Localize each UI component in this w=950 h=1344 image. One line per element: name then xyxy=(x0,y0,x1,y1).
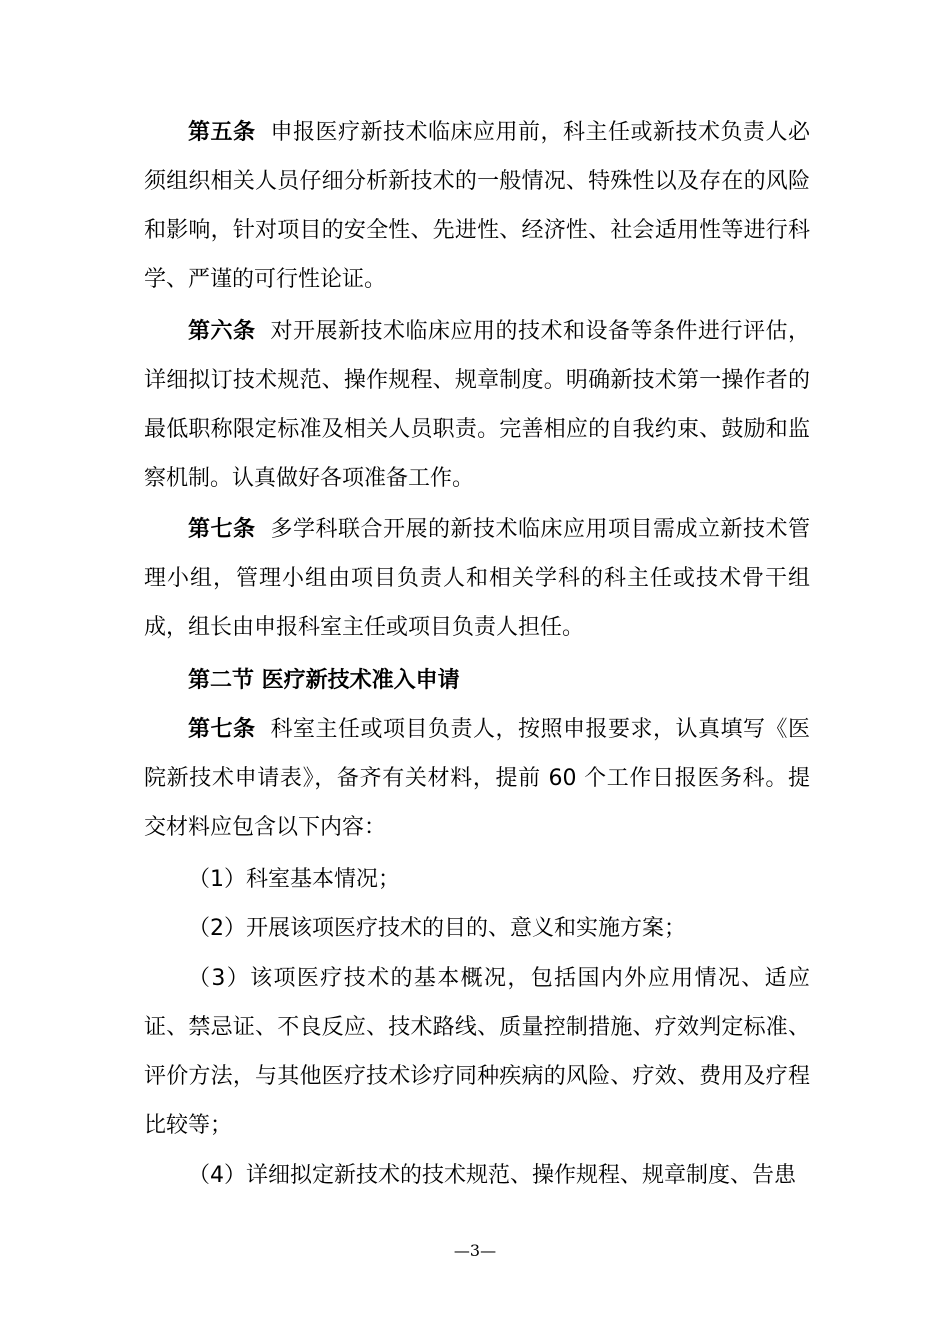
article-apply-label: 第七条 xyxy=(188,717,256,742)
article-6-label: 第六条 xyxy=(188,319,256,344)
article-5-label: 第五条 xyxy=(188,120,256,145)
list-item: （2）开展该项医疗技术的目的、意义和实施方案； xyxy=(188,916,686,941)
article-6 xyxy=(144,307,810,503)
article-apply xyxy=(144,705,810,852)
article-6-text: 对开展新技术临床应用的技术和设备等条件进行评估，详细拟订技术规范、操作规程、规章制度。明确新技术第一操作者的最低职称限定标准及相关人员职责。完善相应的自我约束、鼓励和监察机制。认真做好各项准备工作。 xyxy=(144,319,810,491)
article-5-text: 申报医疗新技术临床应用前，科主任或新技术负责人必须组织相关人员仔细分析新技术的一般情况、特殊性以及存在的风险和影响，针对项目的安全性、先进性、经济性、社会适用性等进行科学、严谨的可行性论证。 xyxy=(144,120,810,292)
section-heading: 第二节 医疗新技术准入申请 xyxy=(188,668,460,693)
article-apply-text: 科室主任或项目负责人，按照申报要求，认真填写《医院新技术申请表》，备齐有关材料，提前 60 个工作日报医务科。提交材料应包含以下内容： xyxy=(144,717,810,840)
page-number: —3— xyxy=(453,1241,497,1260)
article-7-label: 第七条 xyxy=(188,517,256,542)
list-item: （3）该项医疗技术的基本概况，包括国内外应用情况、适应证、禁忌证、不良反应、技术路线、质量控制措施、疗效判定标准、评价方法，与其他医疗技术诊疗同种疾病的风险、疗效、费用及疗程比较等； xyxy=(144,966,810,1138)
article-7-text: 多学科联合开展的新技术临床应用项目需成立新技术管理小组，管理小组由项目负责人和相关学科的科主任或技术骨干组成，组长由申报科室主任或项目负责人担任。 xyxy=(144,517,810,640)
list-item: （1）科室基本情况； xyxy=(188,867,400,892)
list-item: （4）详细拟定新技术的技术规范、操作规程、规章制度、告患 xyxy=(188,1163,796,1188)
article-7 xyxy=(144,505,810,652)
article-5 xyxy=(144,108,810,304)
